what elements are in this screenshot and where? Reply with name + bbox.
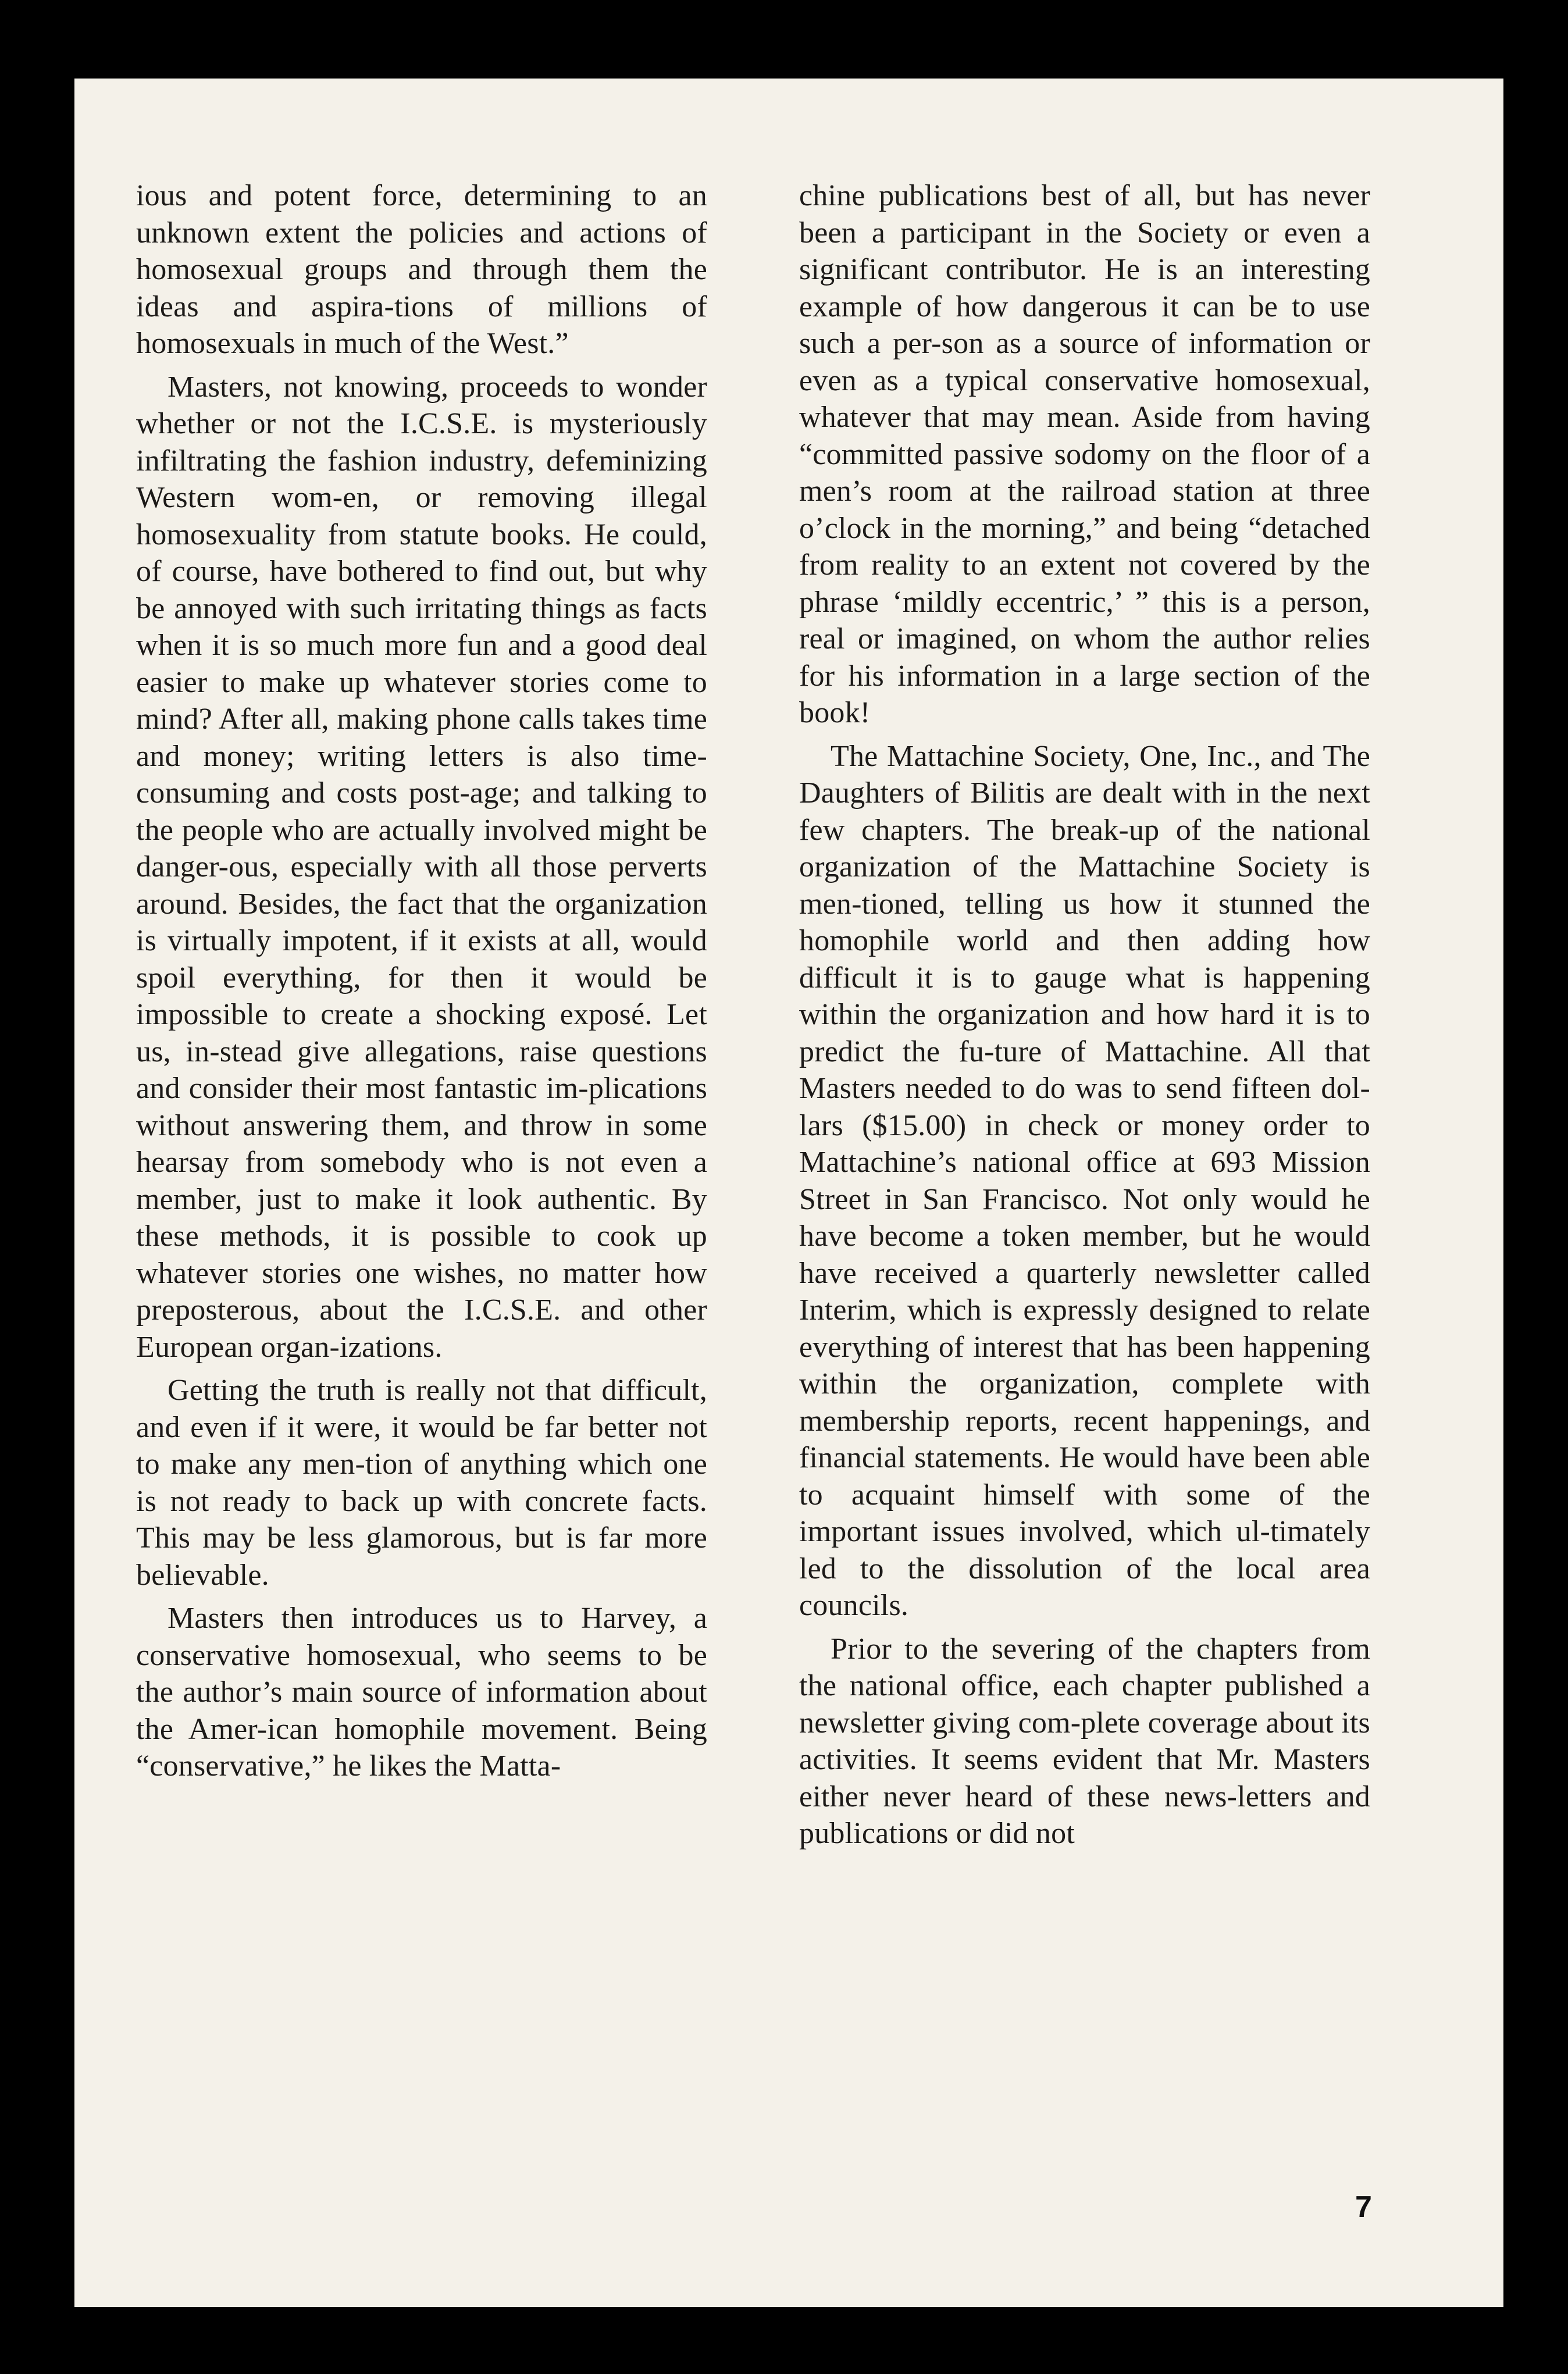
page-number: 7 [1355, 2190, 1372, 2224]
paragraph: Prior to the severing of the chapters from the national office, each chapter published a newsletter giving com-plete coverage about its activities. It seems evident that Mr. Masters either never heard of these news-letters and publications or did not [799, 1632, 1370, 1850]
paragraph: chine publications best of all, but has never been a participant in the Society or even a significant contributor. He is an interesting example of how dangerous it can be to use such a per-son as a source of information or even as a typical conservative homosexual, whatever that may mean. Aside from having “committed passive sodomy on the floor of a men’s room at the railroad station at three o’clock in the morning,” and being “detached from reality to an extent not covered by the phrase ‘mildly eccentric,’ ” this is a person, real or imagined, on whom the author relies for his information in a large section of the book! [799, 179, 1370, 729]
paragraph: Masters then introduces us to Harvey, a conservative homosexual, who seems to be the author’s main source of information about the Amer-ican homophile movement. Being “conservative,” he likes the Matta- [136, 1602, 707, 1783]
paragraph: ious and potent force, determining to an unknown extent the policies and actions of homosexual groups and through them the ideas and aspira-tions of millions of homosexuals in much of the West.” [136, 179, 707, 360]
left-column [136, 177, 707, 1791]
paragraph: The Mattachine Society, One, Inc., and The Daughters of Bilitis are dealt with in the next few chapters. The break-up of the national organization of the Mattachine Society is men-tioned, telling us how it stunned the homophile world and then adding how difficult it is to gauge what is happening within the organization and how hard it is to predict the fu-ture of Mattachine. All that Masters needed to do was to send fifteen dol-lars ($15.00) in check or money order to Mattachine’s national office at 693 Mission Street in San Francisco. Not only would he have become a token member, but he would have received a quarterly newsletter called Interim, which is expressly designed to relate everything of interest that has been happening within the organization, complete with membership reports, recent happenings, and financial statements. He would have been able to acquaint himself with some of the important issues involved, which ul-timately led to the dissolution of the local area councils. [799, 739, 1370, 1622]
magazine-page [74, 79, 1503, 2307]
right-column [799, 177, 1370, 1859]
paragraph: Getting the truth is really not that difficult, and even if it were, it would be far better not to make any men-tion of anything which one is not ready to back up with concrete facts. This may be less glamorous, but is far more believable. [136, 1374, 707, 1592]
paragraph: Masters, not knowing, proceeds to wonder whether or not the I.C.S.E. is mysteriously infiltrating the fashion industry, defeminizing Western wom-en, or removing illegal homosexuality from statute books. He could, of course, have bothered to find out, but why be annoyed with such irritating things as facts when it is so much more fun and a good deal easier to make up whatever stories come to mind? After all, making phone calls takes time and money; writing letters is also time-consuming and costs post-age; and talking to the people who are actually involved might be danger-ous, especially with all those perverts around. Besides, the fact that the organization is virtually impotent, if it exists at all, would spoil everything, for then it would be impossible to create a shocking exposé. Let us, in-stead give allegations, raise questions and consider their most fantastic im-plications without answering them, and throw in some hearsay from somebody who is not even a member, just to make it look authentic. By these methods, it is possible to cook up whatever stories one wishes, no matter how preposterous, about the I.C.S.E. and other European organ-izations. [136, 370, 707, 1364]
